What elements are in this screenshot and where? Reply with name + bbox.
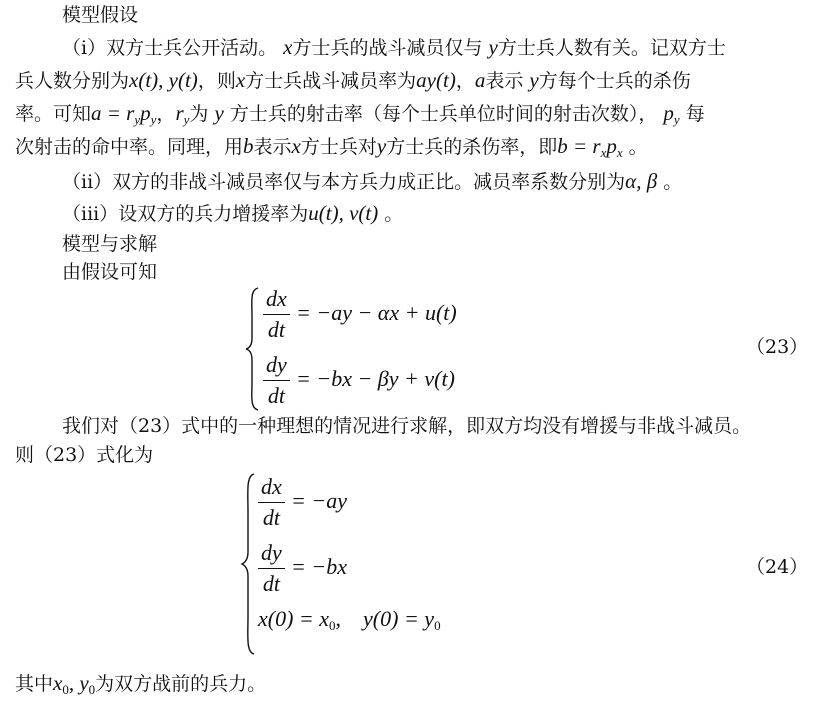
frac-num: dx: [258, 472, 285, 503]
text-run: 设双方的兵力增援率为: [118, 203, 309, 225]
text-run: ，: [455, 70, 475, 92]
text-run: 。: [628, 136, 648, 158]
text-run: 方士兵战斗减员率为: [245, 70, 417, 92]
sub-y: y: [673, 112, 680, 127]
math-b: b: [243, 134, 254, 158]
math-a-eq: [91, 101, 156, 125]
math-b-eq-r: b = r: [557, 134, 601, 158]
eq23-rhs-1: = −ay − αx + u(t): [296, 300, 457, 325]
left-brace: [240, 472, 258, 656]
para-line-1: 我们对（23）式中的一种理想的情况进行求解，即双方均没有增援与非战斗减员。: [62, 415, 752, 437]
sub-y: y: [150, 112, 157, 127]
sub-x: x: [616, 145, 623, 160]
frac-den: dt: [262, 571, 280, 596]
heading-model: 模型与求解: [62, 233, 158, 255]
frac-den: dt: [267, 317, 285, 342]
math-ry: [175, 101, 189, 125]
sub-0: 0: [62, 682, 69, 697]
math-y: y: [488, 35, 498, 59]
assumption-2-label: （ii）: [62, 171, 113, 193]
sub-y: y: [134, 112, 141, 127]
text-run: 方士兵人数有关。记双方士: [497, 37, 726, 59]
text-run: 为: [189, 103, 209, 125]
text-run: 表示: [253, 136, 292, 158]
text-run: 方每个士兵的杀伤: [538, 70, 691, 92]
math-b-eq: [557, 134, 622, 158]
math-alpha-beta: α, β: [625, 169, 658, 193]
text-run: 兵人数分别为: [15, 70, 130, 92]
init-sep: ,: [335, 606, 364, 631]
assumption-3-label: （iii）: [62, 203, 119, 225]
para-line-2: 则（23）式化为: [15, 444, 154, 466]
math-p: p: [140, 101, 151, 125]
init-x: x(0) = x: [258, 606, 330, 631]
math-a: a: [474, 68, 486, 92]
text-run: ，则: [197, 70, 236, 92]
text-run: 方士兵对: [300, 136, 377, 158]
text-run: 其中: [15, 673, 54, 695]
math-a-eq-r: a = r: [91, 101, 135, 125]
frac-dx-dt: [258, 472, 285, 533]
text-run: 。: [663, 171, 683, 193]
text-run: 。: [384, 203, 404, 225]
equation-number-23: （23）: [746, 336, 809, 358]
math-py: [663, 101, 679, 125]
text-run: 双方士兵公开活动。: [106, 37, 278, 59]
assumption-2: [62, 166, 682, 197]
math-y: , y: [68, 671, 89, 695]
text-run: 方士兵的战斗减员仅与: [292, 37, 483, 59]
math-x: x: [53, 671, 63, 695]
math-p: p: [663, 101, 674, 125]
closing-line: [15, 668, 266, 705]
text-run: 次射击的命中率。同理，用: [15, 136, 244, 158]
math-r: r: [175, 101, 184, 125]
frac-dy-dt: [258, 538, 285, 599]
frac-den: dt: [267, 383, 285, 408]
heading-assumptions: 模型假设: [62, 4, 139, 26]
math-xt-yt: x(t), y(t): [129, 68, 198, 92]
math-y: y: [529, 68, 539, 92]
text-run: 率。可知: [15, 103, 92, 125]
text-run: 每: [685, 103, 705, 125]
text-run: ，: [156, 103, 176, 125]
text-run: 方士兵的杀伤率，即: [386, 136, 558, 158]
math-p: p: [606, 134, 617, 158]
text-run: 方士兵的射击率（每个士兵单位时间的射击次数），: [229, 103, 658, 125]
text-run: 表示: [485, 70, 524, 92]
eq23-rhs-2: = −bx − βy + v(t): [296, 366, 455, 391]
init-y: y(0) = y: [363, 606, 435, 631]
intro-text: 由假设可知: [62, 261, 158, 283]
assumption-1-label: （i）: [62, 37, 107, 59]
assumption-1-line-2: [15, 65, 691, 96]
eq24-init: [258, 604, 441, 641]
sub-y: y: [183, 112, 190, 127]
frac-dy-dt: [263, 350, 290, 411]
sub-0: 0: [434, 618, 441, 633]
sub-0: 0: [88, 682, 96, 697]
left-brace: [244, 286, 262, 412]
math-ut-vt: u(t), v(t): [308, 201, 379, 225]
frac-dx-dt: [263, 284, 290, 345]
math-y: y: [214, 101, 224, 125]
math-x0-y0: [53, 671, 95, 695]
frac-num: dy: [258, 538, 285, 569]
math-ayt: ay(t): [416, 68, 456, 92]
sub-x: x: [600, 145, 607, 160]
eq24-rhs-1: = −ay: [291, 488, 347, 513]
equation-number-24: （24）: [746, 556, 809, 578]
math-x: x: [235, 68, 246, 92]
frac-num: dy: [263, 350, 290, 381]
assumption-1-line-4: [15, 131, 648, 168]
assumption-1-line-3: [15, 98, 705, 135]
text-run: 为双方战前的兵力。: [95, 673, 267, 695]
text-run: 双方的非战斗减员率仅与本方兵力成正比。减员率系数分别为: [112, 171, 626, 193]
frac-num: dx: [263, 284, 290, 315]
eq24-rhs-2: = −bx: [291, 554, 347, 579]
sub-0: 0: [329, 618, 336, 633]
assumption-1-line-1: [62, 32, 726, 63]
math-x: x: [283, 35, 293, 59]
assumption-3: [62, 198, 403, 229]
math-y: y: [376, 134, 387, 158]
frac-den: dt: [262, 505, 280, 530]
math-x: x: [291, 134, 301, 158]
